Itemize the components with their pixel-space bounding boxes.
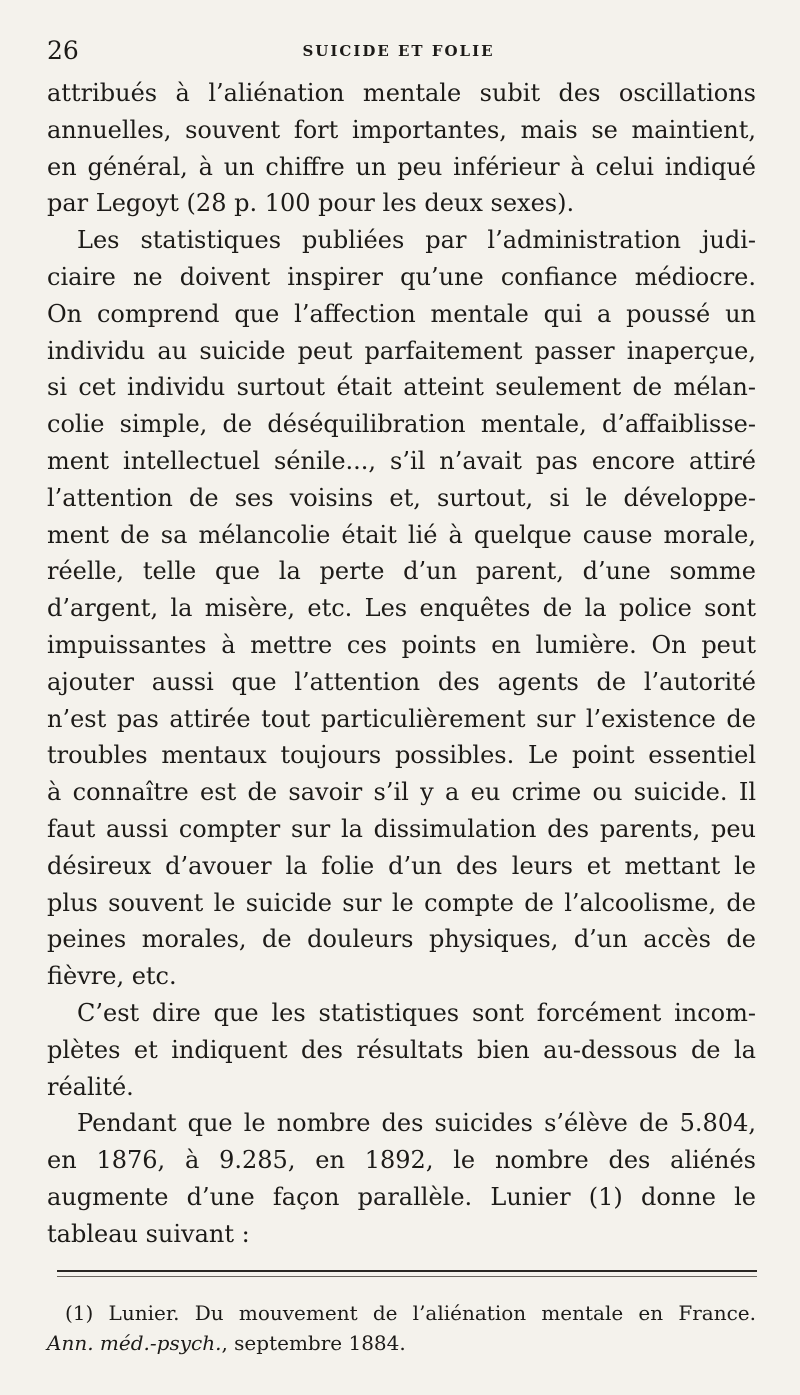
text-line: troubles mentaux toujours possibles. Le point essentiel bbox=[47, 741, 756, 770]
footnote bbox=[47, 1298, 756, 1358]
text-line: en 1876, à 9.285, en 1892, le nombre des aliénés bbox=[47, 1146, 756, 1175]
text-line: ment de sa mélancolie était lié à quelque cause morale, bbox=[47, 520, 756, 549]
text-line: attribués à l’aliénation mentale subit des oscillations bbox=[47, 79, 756, 107]
text-line: réalité. bbox=[47, 1072, 134, 1101]
text-line: impuissantes à mettre ces points en lumière. On peut bbox=[47, 630, 756, 659]
text-line: peines morales, de douleurs physiques, d’un accès de bbox=[47, 925, 756, 954]
text-line: désireux d’avouer la folie d’un des leurs et mettant le bbox=[47, 851, 756, 880]
text-line: annuelles, souvent fort importantes, mais se maintient, bbox=[47, 115, 756, 144]
text-line: d’argent, la misère, etc. Les enquêtes de la police sont bbox=[47, 594, 756, 623]
footnote-line: (1) Lunier. Du mouvement de l’aliénation mentale en France. bbox=[65, 1301, 756, 1325]
text-line: l’attention de ses voisins et, surtout, si le développe- bbox=[47, 483, 756, 512]
text-line: réelle, telle que la perte d’un parent, d’une somme bbox=[47, 557, 756, 586]
text-line: augmente d’une façon parallèle. Lunier (1) donne le bbox=[47, 1182, 756, 1211]
running-title: SUICIDE ET FOLIE bbox=[302, 42, 495, 60]
footnote-rule-thin bbox=[57, 1276, 757, 1277]
text-line: plètes et indiquent des résultats bien au-dessous de la bbox=[47, 1035, 756, 1064]
text-line: Pendant que le nombre des suicides s’élève de 5.804, bbox=[77, 1109, 756, 1138]
text-line: tableau suivant : bbox=[47, 1219, 250, 1248]
footnote-date: , septembre 1884. bbox=[221, 1331, 406, 1355]
text-line: fièvre, etc. bbox=[47, 962, 177, 991]
footnote-rule bbox=[57, 1270, 757, 1272]
page-number: 26 bbox=[47, 36, 79, 65]
text-line: en général, à un chiffre un peu inférieur à celui indiqué bbox=[47, 152, 756, 181]
text-line: ment intellectuel sénile..., s’il n’avait pas encore attiré bbox=[47, 446, 756, 475]
text-line: par Legoyt (28 p. 100 pour les deux sexes). bbox=[47, 189, 575, 218]
text-line: On comprend que l’affection mentale qui a poussé un bbox=[47, 299, 756, 328]
text-line: à connaître est de savoir s’il y a eu crime ou suicide. Il bbox=[47, 778, 756, 807]
text-line: si cet individu surtout était atteint seulement de mélan- bbox=[47, 373, 756, 402]
text-line: faut aussi compter sur la dissimulation des parents, peu bbox=[47, 814, 756, 843]
text-line: n’est pas attirée tout particulièrement sur l’existence de bbox=[47, 704, 756, 733]
footnote-line bbox=[47, 1328, 756, 1358]
text-line: Les statistiques publiées par l’administration judi- bbox=[77, 226, 756, 255]
text-line: colie simple, de déséquilibration mentale, d’affaiblisse- bbox=[47, 410, 756, 439]
text-line: ciaire ne doivent inspirer qu’une confiance médiocre. bbox=[47, 262, 756, 291]
text-line: ajouter aussi que l’attention des agents de l’autorité bbox=[47, 667, 756, 696]
running-head bbox=[47, 36, 750, 66]
footnote-journal-title: Ann. méd.-psych. bbox=[47, 1331, 222, 1355]
body-text bbox=[47, 75, 756, 1253]
text-line: C’est dire que les statistiques sont forcément incom- bbox=[77, 998, 756, 1027]
text-line: plus souvent le suicide sur le compte de l’alcoolisme, de bbox=[47, 888, 756, 917]
text-line: individu au suicide peut parfaitement passer inaperçue, bbox=[47, 336, 756, 365]
